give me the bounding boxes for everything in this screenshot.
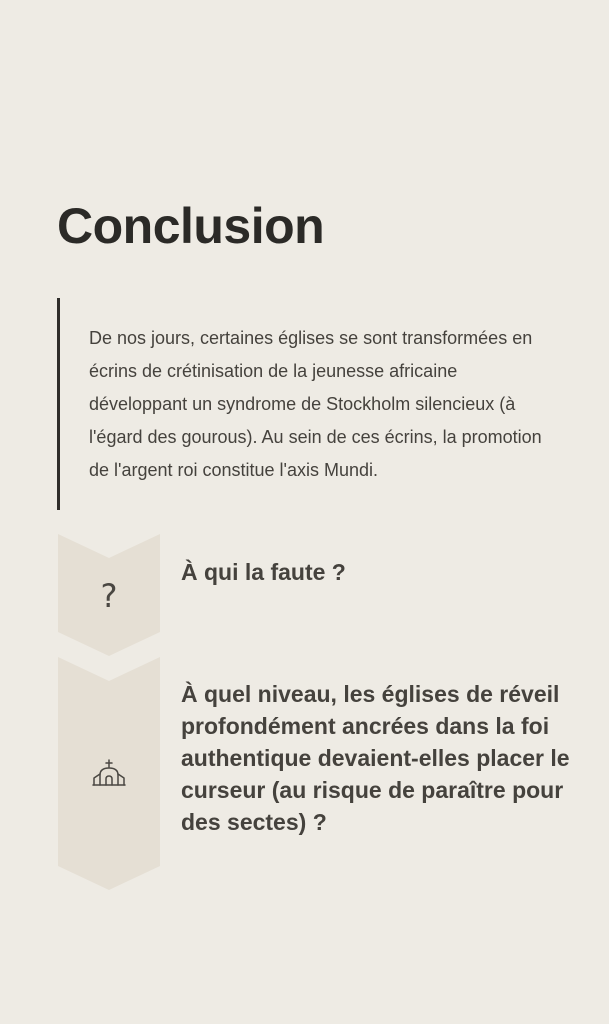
- page-title: Conclusion: [57, 198, 325, 254]
- question-icon: ?: [100, 577, 118, 615]
- quote-text: De nos jours, certaines églises se sont transformées en écrins de crétinisation de la jeunesse africaine développant un syndrome de Stockholm silencieux (à l'égard des gourous). Au sein de ces écrins, la promotion de l'argent roi constitue l'axis Mundi.: [89, 328, 542, 480]
- quote-block: [57, 298, 557, 510]
- step-question-text: À qui la faute ?: [181, 559, 346, 585]
- church-icon: [58, 759, 160, 792]
- step-question: [58, 534, 160, 656]
- step-church-text: À quel niveau, les églises de réveil profondément ancrées dans la foi authentique devaient-elles placer le curseur (au risque de paraître pour des sectes) ?: [181, 681, 570, 835]
- step-church: [58, 657, 160, 890]
